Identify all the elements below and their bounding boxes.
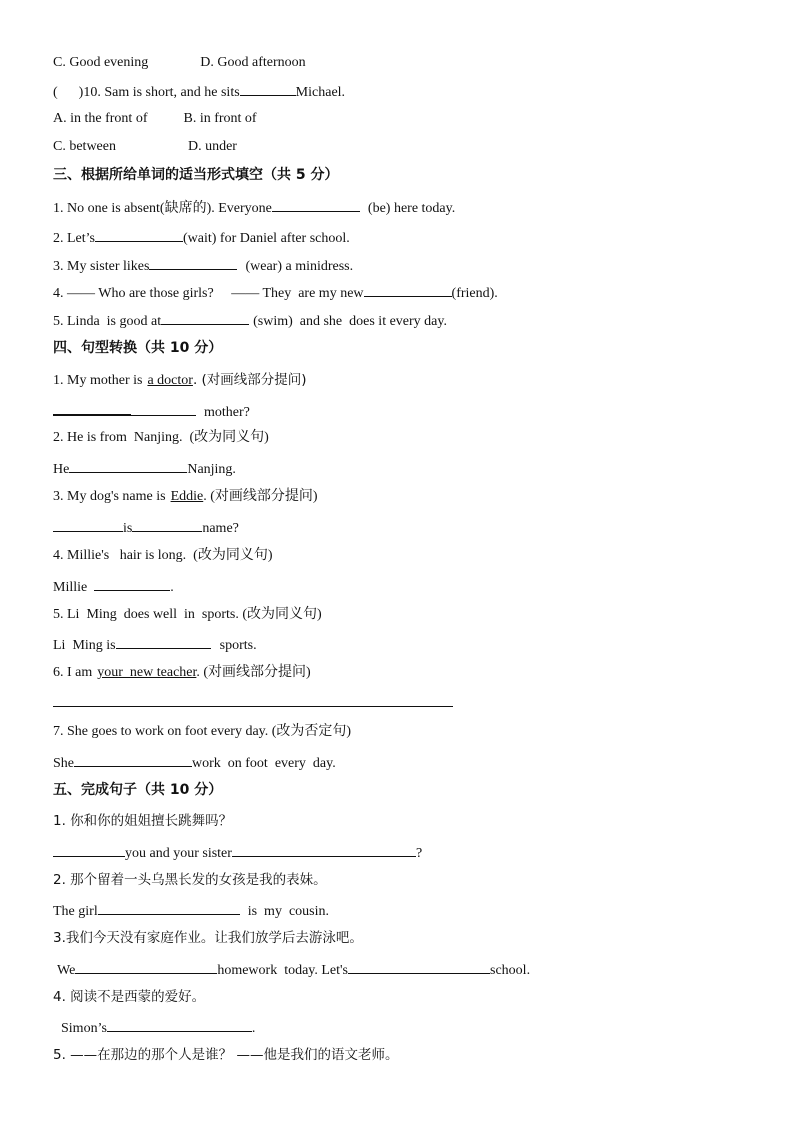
s3-question-1: 1. No one is absent(缺席的). Everyone (be) here today. <box>53 198 455 218</box>
s5-question-3: 3.我们今天没有家庭作业。让我们放学后去游泳吧。 <box>53 930 363 946</box>
blank[interactable] <box>95 228 183 242</box>
blank[interactable] <box>161 311 249 325</box>
underlined-text: a doctor <box>147 373 193 388</box>
blank[interactable] <box>69 459 187 473</box>
option-d: D. Good afternoon <box>200 55 306 70</box>
blank[interactable] <box>132 518 202 532</box>
s5-question-1: 1. 你和你的姐姐擅长跳舞吗？ <box>53 813 233 829</box>
blank[interactable] <box>53 518 123 532</box>
blank[interactable] <box>53 843 125 857</box>
blank[interactable] <box>116 635 211 649</box>
s5-question-5: 5. ——在那边的那个人是谁？ ——他是我们的语文老师。 <box>53 1047 399 1063</box>
s4-answer-4: Millie . <box>53 577 174 597</box>
blank[interactable] <box>74 753 192 767</box>
blank[interactable] <box>348 960 490 974</box>
s4-question-2: 2. He is from Nanjing. (改为同义句) <box>53 430 269 445</box>
s3-question-2: 2. Let’s (wait) for Daniel after school. <box>53 228 350 248</box>
q10-options-cd <box>53 138 237 156</box>
s4-question-1: 1. My mother is a doctor. (对画线部分提问) <box>53 372 307 388</box>
s4-answer-6 <box>53 693 453 713</box>
blank[interactable] <box>240 82 296 96</box>
q9-options-cd <box>53 54 306 72</box>
s4-question-4: 4. Millie's hair is long. (改为同义句) <box>53 548 273 563</box>
s4-answer-3: is name? <box>53 518 239 538</box>
s4-answer-2: He Nanjing. <box>53 459 236 479</box>
question-10: ( )10. Sam is short, and he sits Michael. <box>53 82 345 102</box>
s4-answer-5: Li Ming is sports. <box>53 635 257 655</box>
s4-question-3: 3. My dog's name is Eddie. (对画线部分提问) <box>53 489 318 504</box>
section-4-title: 四、句型转换（共 10 分） <box>53 340 223 356</box>
blank[interactable] <box>94 577 170 591</box>
blank[interactable] <box>364 283 452 297</box>
s5-answer-1: you and your sister ? <box>53 843 422 863</box>
blank[interactable] <box>75 960 217 974</box>
s5-answer-2: The girl is my cousin. <box>53 901 329 921</box>
s4-answer-7: She work on foot every day. <box>53 753 336 773</box>
underlined-text: your new teacher <box>97 665 197 680</box>
s4-answer-1: mother? <box>53 401 250 422</box>
blank[interactable] <box>272 198 360 212</box>
answer-paren: ( ) <box>53 85 84 100</box>
s4-question-5: 5. Li Ming does well in sports. (改为同义句) <box>53 607 322 622</box>
blank[interactable] <box>98 901 240 915</box>
blank[interactable] <box>131 402 196 416</box>
s4-question-7: 7. She goes to work on foot every day. (改为否定句) <box>53 724 352 739</box>
s3-question-3: 3. My sister likes (wear) a minidress. <box>53 256 353 276</box>
blank[interactable] <box>107 1018 252 1032</box>
blank[interactable] <box>232 843 416 857</box>
s5-answer-3: We homework today. Let's school. <box>57 960 530 980</box>
s5-answer-4: Simon’s . <box>61 1018 255 1038</box>
option-b: B. in front of <box>183 111 257 126</box>
s4-question-6: 6. I am your new teacher. (对画线部分提问) <box>53 665 311 680</box>
s5-question-2: 2. 那个留着一头乌黑长发的女孩是我的表妹。 <box>53 872 327 888</box>
section-5-title: 五、完成句子（共 10 分） <box>53 782 223 798</box>
s3-question-4: 4. —— Who are those girls? —— They are my new (friend). <box>53 283 498 303</box>
blank[interactable] <box>53 401 131 416</box>
section-3-title: 三、根据所给单词的适当形式填空（共 5 分） <box>53 167 339 183</box>
option-c: C. between <box>53 139 116 154</box>
option-d: D. under <box>187 139 237 154</box>
s3-question-5: 5. Linda is good at (swim) and she does it every day. <box>53 311 447 331</box>
option-c: C. Good evening <box>53 55 149 70</box>
underlined-text: Eddie <box>170 489 204 504</box>
option-a: A. in the front of <box>53 111 148 126</box>
q10-options-ab <box>53 110 257 128</box>
s5-question-4: 4. 阅读不是西蒙的爱好。 <box>53 989 206 1005</box>
blank[interactable] <box>149 256 237 270</box>
blank-line[interactable] <box>53 693 453 707</box>
